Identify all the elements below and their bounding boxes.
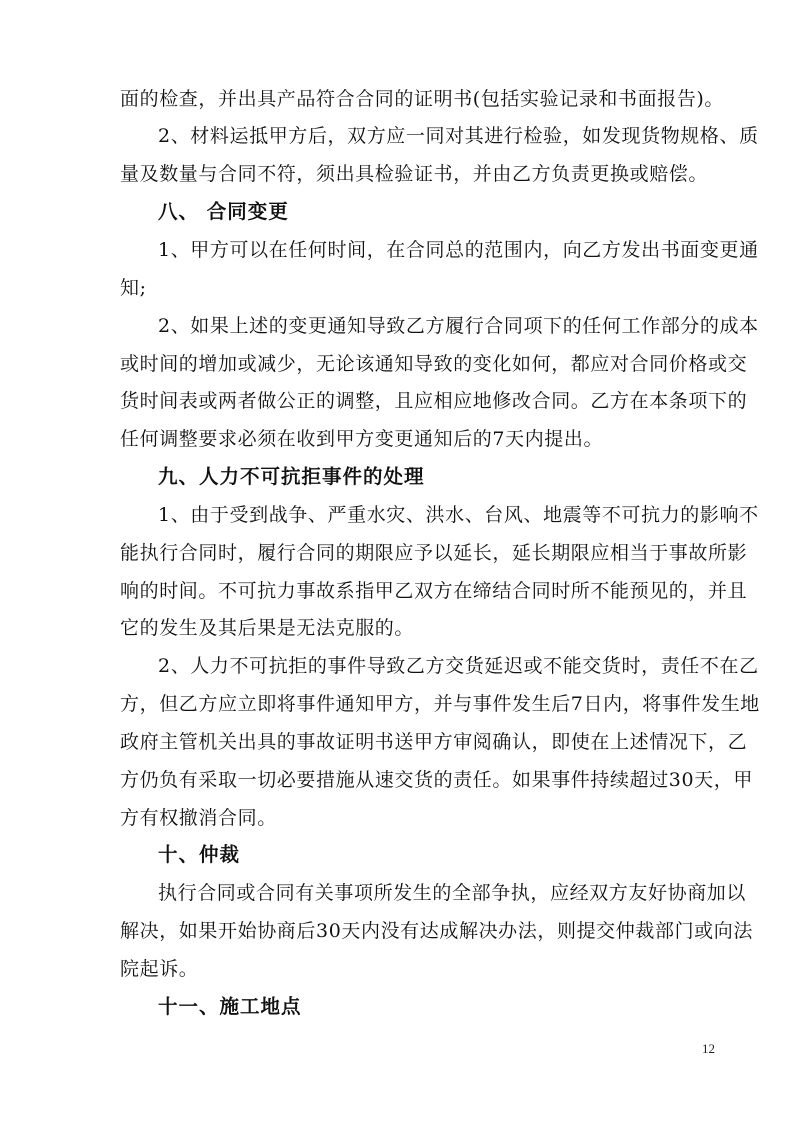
text-line: 方，但乙方应立即将事件通知甲方，并与事件发生后7日内，将事件发生地 <box>120 693 760 715</box>
section-heading: 八、 合同变更 <box>158 200 289 223</box>
text-line: 2、材料运抵甲方后，双方应一同对其进行检验，如发现货物规格、质 <box>158 125 759 147</box>
text-line: 方仍负有采取一切必要措施从速交货的责任。如果事件持续超过30天，甲 <box>120 769 753 791</box>
text-line: 2、人力不可抗拒的事件导致乙方交货延迟或不能交货时，责任不在乙 <box>158 655 759 677</box>
section-heading: 九、人力不可抗拒事件的处理 <box>158 465 425 488</box>
section-heading: 十一、施工地点 <box>158 995 302 1018</box>
text-line: 方有权撤消合同。 <box>120 807 277 829</box>
page-number: 12 <box>702 1041 715 1056</box>
text-line: 响的时间。不可抗力事故系指甲乙双方在缔结合同时所不能预见的，并且 <box>120 580 748 602</box>
text-line: 面的检查，并出具产品符合合同的证明书(包括实验记录和书面报告)。 <box>120 88 725 110</box>
text-line: 政府主管机关出具的事故证明书送甲方审阅确认，即使在上述情况下，乙 <box>120 731 748 753</box>
text-line: 院起诉。 <box>120 958 199 980</box>
text-line: 它的发生及其后果是无法克服的。 <box>120 617 415 639</box>
text-line: 2、如果上述的变更通知导致乙方履行合同项下的任何工作部分的成本 <box>158 315 759 337</box>
text-line: 或时间的增加或减少，无论该通知导致的变化如何，都应对合同价格或交 <box>120 353 748 375</box>
text-line: 知; <box>120 277 147 299</box>
text-line: 解决，如果开始协商后30天内没有达成解决办法，则提交仲裁部门或向法 <box>120 920 753 942</box>
text-line: 量及数量与合同不符，须出具检验证书，并由乙方负责更换或赔偿。 <box>120 163 709 185</box>
text-line: 货时间表或两者做公正的调整，且应相应地修改合同。乙方在本条项下的 <box>120 390 748 412</box>
text-line: 1、甲方可以在任何时间，在合同总的范围内，向乙方发出书面变更通 <box>158 239 759 261</box>
text-line: 能执行合同时，履行合同的期限应予以延长，延长期限应相当于事故所影 <box>120 542 748 564</box>
text-line: 执行合同或合同有关事项所发生的全部争执，应经双方友好协商加以 <box>158 882 747 904</box>
section-heading: 十、仲裁 <box>158 843 241 866</box>
text-line: 任何调整要求必须在收到甲方变更通知后的7天内提出。 <box>120 428 604 450</box>
text-line: 1、由于受到战争、严重水灾、洪水、台风、地震等不可抗力的影响不 <box>158 504 759 526</box>
